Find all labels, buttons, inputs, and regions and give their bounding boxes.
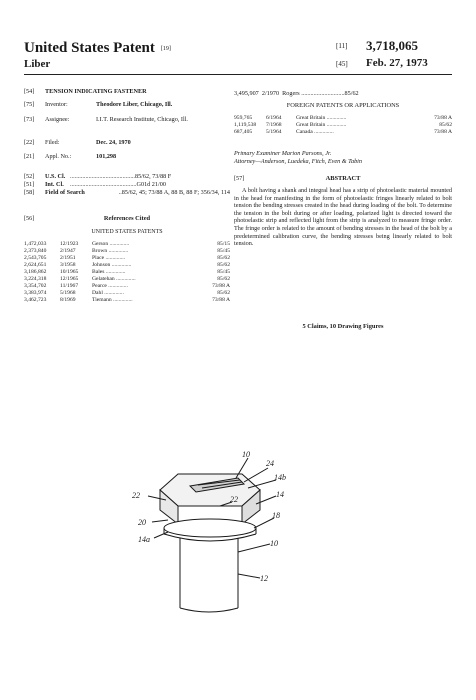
foreign-patent-cls: 85/62 (439, 122, 452, 128)
foreign-patent-name: Great Britain .............. (296, 115, 347, 121)
us-patent-row (24, 276, 230, 283)
us-patent-date: 5/1968 (60, 290, 76, 296)
foreign-patent-date: 6/1964 (266, 115, 282, 121)
us-patent-name: Gelatehan .............. (92, 276, 136, 282)
foreign-patent-num: 1,119,538 (234, 122, 257, 128)
us-patent-cls: 85/62 (217, 290, 230, 296)
top-ref-row: 3,495,907 2/1970 Rogers ............................85/62 (234, 90, 359, 97)
us-patent-num: 2,543,705 (24, 255, 47, 261)
us-patent-row (24, 269, 230, 276)
us-patent-date: 8/1969 (60, 297, 76, 303)
foreign-patent-row (234, 115, 452, 122)
us-patent-name: Bales .............. (92, 269, 126, 275)
primary-examiner: Primary Examiner Marion Parsons, Jr. (234, 150, 332, 157)
us-patent-cls: 85/62 (217, 262, 230, 268)
us-patent-cls: 73/88 A (212, 297, 230, 303)
us-patent-name: Gerson .............. (92, 241, 130, 247)
us-patent-date: 12/1965 (60, 276, 79, 282)
us-patent-name: Pearce .............. (92, 283, 128, 289)
us-patent-row (24, 248, 230, 255)
date-tag: [45] (336, 60, 348, 68)
us-patent-date: 11/1967 (60, 283, 79, 289)
us-patent-row (24, 297, 230, 304)
us-patent-row (24, 241, 230, 248)
us-patent-num: 1,472,033 (24, 241, 47, 247)
ref-label-22-left: 22 (132, 491, 140, 500)
us-patent-num: 2,373,840 (24, 248, 47, 254)
patent-date: Feb. 27, 1973 (366, 57, 428, 69)
us-patent-name: Tiemann .............. (92, 297, 133, 303)
patent-number-tag: [11] (336, 42, 348, 50)
us-patent-date: 3/1958 (60, 262, 76, 268)
foreign-patent-num: 687,405 (234, 129, 253, 135)
us-patent-cls: 85/45 (217, 248, 230, 254)
foreign-patent-cls: 73/88 A (434, 115, 452, 121)
claims-summary: 5 Claims, 10 Drawing Figures (302, 323, 384, 330)
header-rule (24, 74, 452, 75)
ref-label-10-mid: 10 (270, 539, 278, 548)
us-patent-num: 2,624,651 (24, 262, 47, 268)
us-patents-table (24, 241, 230, 304)
bolt-drawing (120, 448, 350, 618)
foreign-patent-cls: 73/88 A (434, 129, 452, 135)
attorney: Attorney—Anderson, Luedeka, Fitch, Even & Tabin (234, 158, 362, 165)
us-patent-cls: 85/45 (217, 269, 230, 275)
ref-label-10-top: 10 (242, 450, 250, 459)
us-patent-num: 3,224,318 (24, 276, 47, 282)
us-patent-name: Johnson .............. (92, 262, 132, 268)
foreign-patent-row (234, 129, 452, 136)
foreign-patent-name: Canada .............. (296, 129, 334, 135)
us-patent-name: Place .............. (92, 255, 126, 261)
us-patent-row (24, 283, 230, 290)
us-patent-cls: 85/15 (217, 241, 230, 247)
us-patent-name: Dahl .............. (92, 290, 124, 296)
us-patent-row (24, 262, 230, 269)
title-tag: [19] (160, 45, 171, 52)
ref-label-18: 18 (272, 511, 280, 520)
foreign-patent-name: Great Britain .............. (296, 122, 347, 128)
patent-header-title: United States Patent [19] (24, 40, 171, 56)
us-patent-name: Brown .............. (92, 248, 129, 254)
abstract-text: A bolt having a shank and integral head has a strip of photoelastic material mounted in the head for manifesting in the form of photoelastic fringes linearly related to bolt tension the bending stresses created in the head during loading of the bolt. To determine the tension in the bolt during or after loading, polarized light is directed toward the photoelastic strip and reflected light from the strip is analyzed to measure fringe order. The fringe order is related to the amount of bending stresses in the head of the bolt by a predetermined calibration curve, the bending stresses being linearly related to bolt tension. (234, 187, 452, 248)
abstract-code: [57] (234, 175, 245, 182)
foreign-patent-num: 959,765 (234, 115, 253, 121)
refs-code: [56] (24, 215, 35, 222)
foreign-patent-date: 5/1964 (266, 129, 282, 135)
us-patent-cls: 85/62 (217, 255, 230, 261)
refs-heading: References Cited (103, 215, 151, 222)
us-patent-cls: 73/88 A (212, 283, 230, 289)
ref-label-12: 12 (260, 574, 268, 583)
ref-label-20: 20 (138, 518, 146, 527)
us-patent-num: 3,354,702 (24, 283, 47, 289)
ref-label-22-right: 22 (230, 495, 238, 504)
ref-label-24: 24 (266, 459, 274, 468)
foreign-patents-table (234, 115, 452, 136)
us-patent-date: 2/1951 (60, 255, 76, 261)
patent-number: 3,718,065 (366, 38, 418, 53)
us-patent-row (24, 290, 230, 297)
ref-label-14b: 14b (274, 473, 286, 482)
foreign-patent-date: 7/1968 (266, 122, 282, 128)
us-patent-date: 2/1947 (60, 248, 76, 254)
us-patent-row (24, 255, 230, 262)
refs-subheading: UNITED STATES PATENTS (91, 229, 163, 235)
us-patent-num: 3,462,723 (24, 297, 47, 303)
us-patent-num: 3,383,974 (24, 290, 47, 296)
abstract-heading: ABSTRACT (325, 175, 361, 182)
inventor-surname: Liber (24, 58, 51, 70)
us-patent-cls: 85/62 (217, 276, 230, 282)
us-patent-num: 3,186,862 (24, 269, 47, 275)
us-patent-date: 12/1923 (60, 241, 79, 247)
foreign-patent-row (234, 122, 452, 129)
foreign-heading: FOREIGN PATENTS OR APPLICATIONS (286, 102, 400, 109)
us-patent-date: 10/1965 (60, 269, 79, 275)
ref-label-14a: 14a (138, 535, 150, 544)
ref-label-14: 14 (276, 490, 284, 499)
